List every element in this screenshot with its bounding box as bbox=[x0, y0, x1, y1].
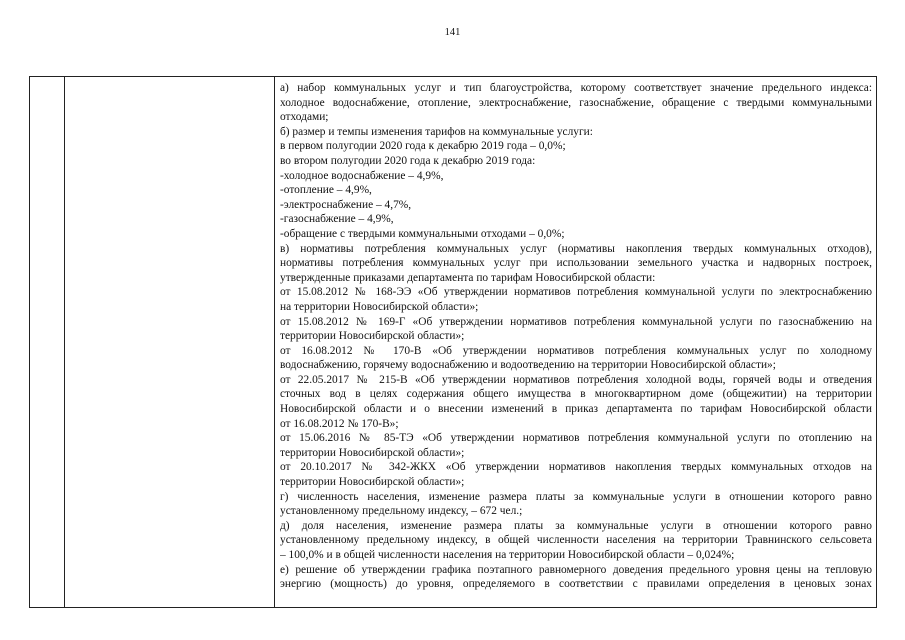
text-line: -электроснабжение – 4,7%, bbox=[280, 198, 412, 211]
text-line: а) набор коммунальных услуг и тип благоустройства, которому соответствует значение предельного индекса: bbox=[280, 82, 872, 94]
text-line: д) доля населения, изменение размера платы за коммунальные услуги в отношении которого равно bbox=[280, 519, 872, 532]
text-line: установленному предельному индексу, в общей численности населения на территории Травнинского сельсовета bbox=[280, 534, 872, 547]
text-line: во втором полугодии 2020 года к декабрю 2019 года: bbox=[280, 154, 536, 167]
text-line: -холодное водоснабжение – 4,9%, bbox=[280, 169, 444, 182]
text-line: от 15.08.2012 № 168-ЭЭ «Об утверждении нормативов потребления коммунальной услуги по электроснабжению bbox=[280, 286, 872, 299]
text-line: б) размер и темпы изменения тарифов на коммунальные услуги: bbox=[280, 125, 593, 138]
text-line: в первом полугодии 2020 года к декабрю 2019 года – 0,0%; bbox=[280, 140, 566, 153]
text-line: от 16.08.2012 № 170-В «Об утверждении нормативов потребления коммунальных услуг по холодному bbox=[280, 344, 872, 357]
text-line: утвержденные приказами департамента по тарифам Новосибирской области: bbox=[280, 271, 656, 284]
table-cell-content bbox=[280, 81, 872, 608]
text-line: сточных вод в целях содержания общего имущества в многоквартирном доме (общежитии) на территории bbox=[280, 388, 872, 401]
text-line: -обращение с твердыми коммунальными отходами – 0,0%; bbox=[280, 227, 565, 240]
text-line: отходами; bbox=[280, 111, 329, 124]
table-column-number bbox=[30, 77, 65, 607]
text-line: в) нормативы потребления коммунальных услуг (нормативы накопления твердых коммунальных отходов), bbox=[280, 242, 872, 255]
text-line: территории Новосибирской области»; bbox=[280, 446, 465, 459]
text-line: от 22.05.2017 № 215-В «Об утверждении нормативов потребления холодной воды, горячей воды и отведения bbox=[280, 373, 872, 386]
text-line: холодное водоснабжение, отопление, электроснабжение, газоснабжение, обращение с твердыми коммунальными bbox=[280, 96, 872, 109]
text-line: на территории Новосибирской области»; bbox=[280, 300, 479, 313]
text-line: -газоснабжение – 4,9%, bbox=[280, 213, 394, 226]
text-line: от 16.08.2012 № 170-В»; bbox=[280, 417, 399, 430]
text-line: от 15.06.2016 № 85-ТЭ «Об утверждении нормативов потребления коммунальной услуги по отоплению на bbox=[280, 432, 872, 445]
document-table bbox=[29, 76, 877, 608]
text-line: от 20.10.2017 № 342-ЖКХ «Об утверждении нормативов накопления твердых коммунальных отходов на bbox=[280, 461, 872, 474]
text-line: -отопление – 4,9%, bbox=[280, 184, 372, 197]
text-line: от 15.08.2012 № 169-Г «Об утверждении нормативов потребления коммунальной услуги по газоснабжению на bbox=[280, 315, 872, 328]
text-line: установленному предельному индексу, – 672 чел.; bbox=[280, 505, 523, 518]
text-line: Новосибирской области и о внесении изменений в приказ департамента по тарифам Новосибирской области bbox=[280, 403, 872, 416]
text-line: водоснабжению, горячему водоснабжению и водоотведению на территории Новосибирской области»; bbox=[280, 359, 776, 372]
text-line: энергию (мощность) до уровня, определяемого в соответствии с правилами определения в ценовых зонах bbox=[280, 578, 872, 591]
text-line: – 100,0% и в общей численности населения на территории Новосибирской области – 0,024%; bbox=[280, 549, 735, 561]
text-line: территории Новосибирской области»; bbox=[280, 476, 465, 489]
text-line: г) численность населения, изменение размера платы за коммунальные услуги в отношении которого равно bbox=[280, 490, 872, 503]
table-column-name bbox=[65, 77, 275, 607]
text-line: территории Новосибирской области»; bbox=[280, 330, 465, 343]
page-number: 141 bbox=[444, 27, 461, 38]
text-line: нормативы потребления коммунальных услуг при использовании земельного участка и надворных построек, bbox=[280, 257, 872, 270]
text-line: е) решение об утверждении графика поэтапного равномерного доведения предельного уровня цены на тепловую bbox=[280, 563, 872, 576]
